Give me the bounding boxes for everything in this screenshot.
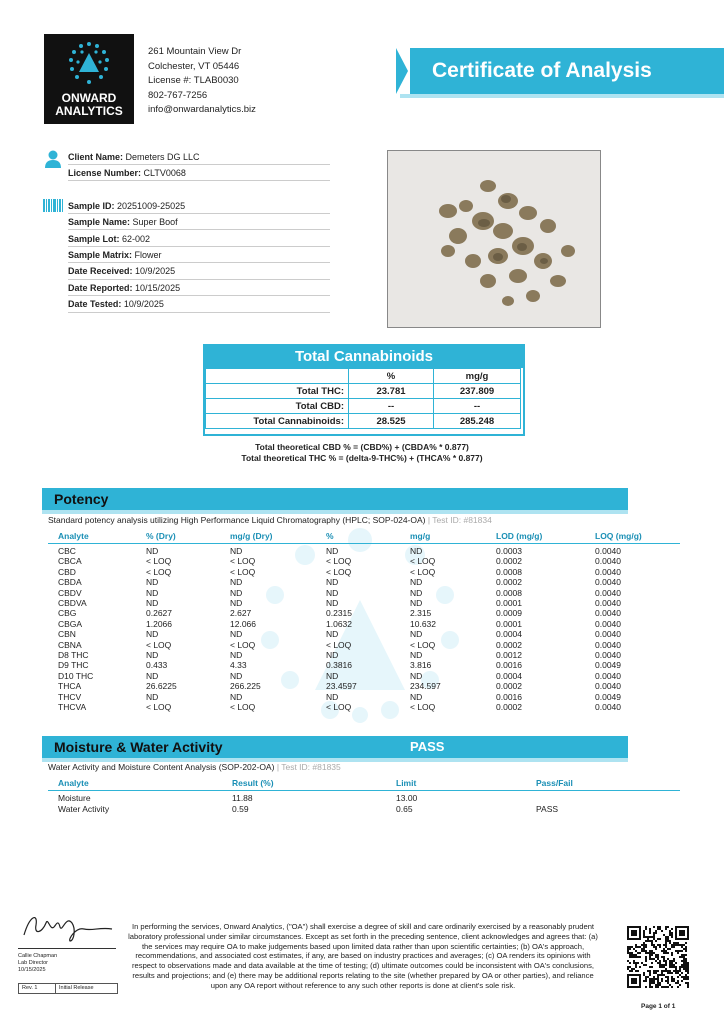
flower-buds-image [388,151,600,327]
table-cell: 0.0001 [496,598,522,608]
table-cell: 0.0040 [595,556,621,567]
table-cell: ND [230,691,243,702]
table-cell: < LOQ [410,556,436,567]
divider [68,279,330,280]
moisture-description [48,762,341,772]
analyte-name: CBCA [58,556,82,567]
method-description: Water Activity and Moisture Content Analysis (SOP-202-OA) [48,762,275,772]
table-cell: ND [230,650,243,660]
table-cell: 13.00 [396,793,418,803]
table-cell: 0.0040 [595,681,621,692]
address-line: 802-767-7256 [148,89,208,101]
table-cell: ND [410,546,423,556]
table-cell: 0.2315 [326,608,352,619]
barcode-icon [43,199,63,212]
legal-disclaimer: In performing the services, Onward Analytics, ("OA") shall exercise a degree of skill and care ordinarily exercised by a reasonably prudent laboratory professional under similar circumstances. Except as set forth in the preceding sentence, client acknowledges and agrees that: (a) the services may require OA to make judgements based upon limited data rather than upon scientific certainties; (b) OA's approach, recommendations, and associated cost estimates, if any, are based on industry practices and averages; (c) OA renders its opinions with respect to observations made and data available at the time of testing; (d) ultimate outcomes could be inconsistent with OA's conclusions, results and projections; and (e) there may be additional reports relating to the site (whether prepared by OA or other parties), and reliance upon any OA report without reference to any such other reports is done at client's sole risk. [128,922,598,990]
table-header-rule [48,543,680,544]
signer-title: Lab Director [18,960,48,966]
analyte-name: CBG [58,608,77,619]
table-cell: 0.0002 [496,681,522,692]
table-cell: 0.0040 [595,608,621,619]
table-cell: 0.0003 [496,546,522,556]
divider [68,246,330,247]
table-cell: < LOQ [326,556,352,567]
table-cell: 1.2066 [146,618,172,629]
table-cell: 23.4597 [326,681,357,692]
table-row [206,414,521,429]
value-cell: -- [349,399,434,414]
sample-lot: 62-002 [122,234,151,244]
analyte-name: CBNA [58,639,82,650]
table-cell: 0.0012 [496,650,522,660]
table-cell: ND [146,577,159,588]
table-cell: ND [146,587,159,598]
banner-notch [396,48,410,94]
table-cell: ND [230,598,243,608]
value-cell: 285.248 [434,414,521,429]
certificate-banner [396,48,724,94]
table-cell: ND [326,650,339,660]
potency-section-header [42,488,628,510]
table-cell: 0.0016 [496,660,522,671]
lab-address [148,45,256,118]
table-cell: ND [146,546,159,556]
address-line: 261 Mountain View Dr [148,46,242,57]
table-cell: ND [146,598,159,608]
thc-formula: Total theoretical THC % = (delta-9-THC%) + (THCA% * 0.877) [241,453,483,463]
table-cell: 0.2627 [146,608,172,619]
table-cell: 0.0004 [496,670,522,681]
company-logo [44,34,134,124]
table-cell: 0.0008 [496,587,522,598]
table-cell: ND [326,546,339,556]
table-cell: ND [146,691,159,702]
banner-stripe [400,94,724,98]
table-cell: 266.225 [230,681,261,692]
analyte-name: CBC [58,546,76,556]
analyte-name: CBDA [58,577,82,588]
field-label: Date Reported: [68,283,133,293]
header-cell [206,369,349,384]
table-cell: 0.0008 [496,566,522,577]
table-cell: ND [230,587,243,598]
signer-block [18,953,57,974]
user-icon [44,150,62,168]
logo-line-1: ONWARD [61,91,117,105]
table-cell: 0.0002 [496,639,522,650]
value-cell: 23.781 [349,384,434,399]
field-label: Sample Name: [68,217,131,227]
table-cell: < LOQ [230,702,256,712]
table-cell: ND [326,670,339,681]
table-cell: 0.433 [146,660,168,671]
page-title: Certificate of Analysis [432,59,652,82]
table-cell: ND [410,670,423,681]
section-stripe [42,510,628,514]
table-cell: < LOQ [230,566,256,577]
table-cell: < LOQ [146,566,172,577]
divider [68,262,330,263]
column-header: LOD (mg/g) [496,531,543,541]
table-cell: 0.0040 [595,577,621,588]
table-cell: < LOQ [326,702,352,712]
analyte-name: Moisture [58,793,91,803]
value-cell: 28.525 [349,414,434,429]
table-cell: ND [410,650,423,660]
table-cell: ND [410,598,423,608]
table-cell: 0.59 [232,803,249,814]
analyte-name: CBDVA [58,598,87,608]
column-header: % (Dry) [146,531,176,541]
address-line: License #: TLAB0030 [148,75,239,86]
test-id: | Test ID: #81834 [427,515,492,525]
moisture-section-header [42,736,628,758]
date-tested: 10/9/2025 [123,299,164,309]
analyte-name: CBGA [58,618,83,629]
cbd-formula: Total theoretical CBD % = (CBD%) + (CBDA% * 0.877) [255,442,469,452]
table-cell: ND [410,629,423,640]
table-cell: 12.066 [230,618,256,629]
table-cell: 10.632 [410,618,436,629]
signer-name: Callie Chapman [18,953,58,959]
analyte-name: Water Activity [58,803,110,814]
sample-id: 20251009-25025 [117,201,186,211]
table-cell: 0.0002 [496,556,522,567]
table-cell: 0.0001 [496,618,522,629]
table-cell: 0.0016 [496,691,522,702]
method-description: Standard potency analysis utilizing High Performance Liquid Chromatography (HPLC; SOP-024-OA) [48,515,426,525]
row-label: Total Cannabinoids: [206,414,349,429]
column-header: Limit [396,778,417,788]
analyte-name: THCVA [58,702,87,712]
table-cell: 0.0040 [595,587,621,598]
table-row [206,399,521,414]
table-cell: ND [326,587,339,598]
table-cell: < LOQ [230,639,256,650]
table-cell: < LOQ [326,566,352,577]
signature-line [18,948,116,949]
date-received-row [68,266,175,280]
table-cell: 2.315 [410,608,432,619]
table-cell: ND [146,650,159,660]
table-cell: 26.6225 [146,681,177,692]
divider [68,164,330,165]
client-name: Demeters DG LLC [125,152,200,162]
table-cell: < LOQ [410,702,436,712]
header-cell: mg/g [434,369,521,384]
analyte-name: D9 THC [58,660,89,671]
table-cell: ND [410,691,423,702]
analyte-name: CBDV [58,587,82,598]
table-cell: ND [146,629,159,640]
revision-note: Initial Release [59,985,94,991]
column-header: Pass/Fail [536,778,573,788]
divider [68,312,330,313]
column-header: % [326,531,334,541]
test-id: | Test ID: #81835 [276,762,341,772]
revision-box [18,983,118,994]
table-cell: ND [230,577,243,588]
column-header: Result (%) [232,778,274,788]
watermark-logo-icon [230,520,490,730]
table-cell: < LOQ [146,639,172,650]
date-received: 10/9/2025 [135,266,176,276]
table-cell: ND [230,670,243,681]
analyte-name: THCV [58,691,82,702]
table-cell: 234.597 [410,681,441,692]
divider [68,229,330,230]
table-cell: 0.3816 [326,660,352,671]
divider [68,180,330,181]
analyte-name: THCA [58,681,82,692]
table-cell: 4.33 [230,660,247,671]
value-cell: -- [434,399,521,414]
table-row [206,384,521,399]
table-cell: 0.0040 [595,598,621,608]
table-cell: 0.0002 [496,702,522,712]
table-cell: 1.0632 [326,618,352,629]
header-cell: % [349,369,434,384]
table-cell: 0.0009 [496,608,522,619]
license-number: CLTV0068 [143,168,186,178]
table-cell: 0.0040 [595,546,621,556]
table-cell: < LOQ [410,639,436,650]
divider [68,295,330,296]
table-cell: ND [410,577,423,588]
table-cell: ND [230,546,243,556]
field-label: License Number: [68,168,142,178]
table-cell: 0.0040 [595,702,621,712]
table-cell: 0.0040 [595,618,621,629]
date-tested-row [68,299,164,313]
section-title: Moisture & Water Activity [54,739,223,755]
table-cell: 0.65 [396,803,413,814]
table-cell: < LOQ [146,702,172,712]
field-label: Client Name: [68,152,124,162]
date-reported: 10/15/2025 [135,283,181,293]
moisture-status-badge: PASS [410,739,445,754]
column-header: Analyte [58,531,89,541]
table-cell: < LOQ [410,566,436,577]
table-cell: 0.0040 [595,650,621,660]
divider [68,213,330,214]
signature-image [20,905,120,945]
row-label: Total CBD: [206,399,349,414]
analyte-name: CBN [58,629,76,640]
address-line: Colchester, VT 05446 [148,60,240,72]
section-title: Potency [54,491,109,507]
table-cell: < LOQ [146,556,172,567]
column-header: LOQ (mg/g) [595,531,642,541]
table-cell: < LOQ [326,639,352,650]
value-cell: 237.809 [434,384,521,399]
logo-mark-icon [66,40,112,86]
table-cell: ND [326,629,339,640]
qr-code-icon[interactable] [627,926,689,988]
row-label: Total THC: [206,384,349,399]
sample-photo [387,150,601,328]
sample-name: Super Boof [132,217,178,227]
field-label: Sample Matrix: [68,250,133,260]
logo-line-2: ANALYTICS [55,104,123,118]
table-cell: ND [326,598,339,608]
analyte-name: CBD [58,566,76,577]
table-cell: 0.0004 [496,629,522,640]
table-cell: 0.0049 [595,691,621,702]
table-cell: 0.0049 [595,660,621,671]
total-cannabinoids-table [205,368,521,429]
analyte-name: D10 THC [58,670,94,681]
field-label: Sample ID: [68,201,115,211]
field-label: Date Tested: [68,299,122,309]
address-line[interactable]: info@onwardanalytics.biz [148,104,256,115]
table-cell: 0.0040 [595,629,621,640]
column-header: Analyte [58,778,89,788]
signer-date: 10/15/2025 [18,967,46,973]
table-cell: 0.0040 [595,566,621,577]
table-cell: 3.816 [410,660,432,671]
table-cell: ND [230,629,243,640]
revision-number: Rev. 1 [22,985,38,991]
potency-description [48,515,492,525]
sample-matrix: Flower [134,250,162,260]
table-cell: 0.0040 [595,639,621,650]
table-cell: 0.0002 [496,577,522,588]
field-label: Sample Lot: [68,234,120,244]
table-header-rule [48,790,680,791]
table-header-row [206,369,521,384]
table-cell: 11.88 [232,793,253,803]
table-cell: 2.627 [230,608,252,619]
table-cell: PASS [536,803,559,814]
analyte-name: D8 THC [58,650,89,660]
total-cannabinoids-title: Total Cannabinoids [205,346,523,368]
table-cell: ND [326,577,339,588]
table-cell: ND [146,670,159,681]
table-cell: ND [410,587,423,598]
column-header: mg/g (Dry) [230,531,273,541]
table-cell: < LOQ [230,556,256,567]
field-label: Date Received: [68,266,133,276]
column-header: mg/g [410,531,431,541]
page-number: Page 1 of 1 [641,1003,676,1010]
table-cell: 0.0040 [595,670,621,681]
table-cell: ND [326,691,339,702]
total-cannabinoids-box [203,344,525,436]
